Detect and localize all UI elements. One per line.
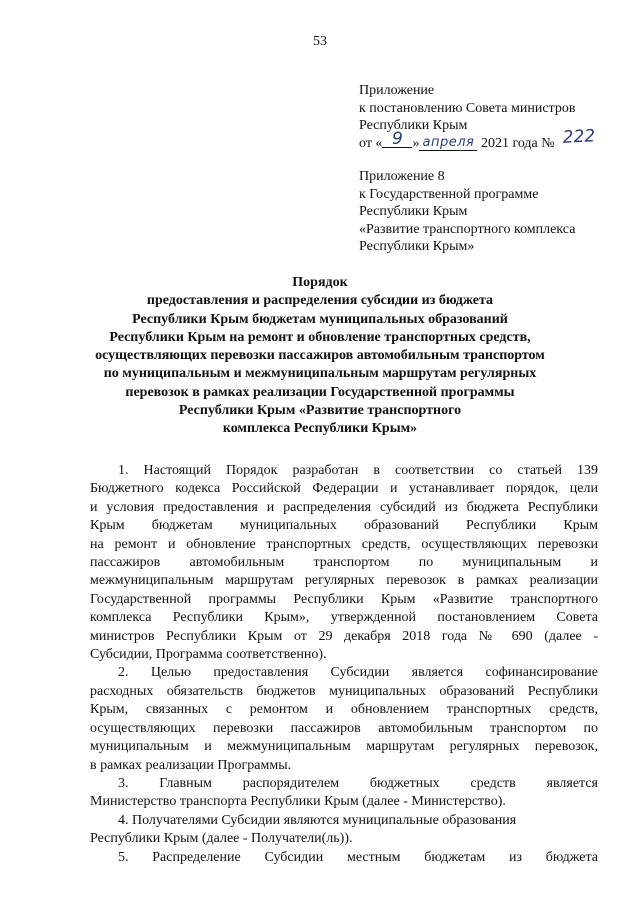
- handwritten-decree-number: 222: [562, 125, 596, 148]
- body-line: Крым, связанных с ремонтом и обновлением транспортных средств,: [90, 702, 598, 718]
- body-line: Бюджетного кодекса Российской Федерации и устанавливает порядок, цели: [90, 481, 598, 497]
- body-line: пассажиров автомобильным транспортом по муниципальным и: [90, 555, 598, 571]
- body-line: 4. Получателями Субсидии являются муниципальные образования: [118, 812, 517, 828]
- body-line: 5. Распределение Субсидии местным бюджетам из бюджета: [118, 849, 598, 865]
- title-line: осуществляющих перевозки пассажиров автомобильным транспортом: [95, 348, 545, 364]
- title-line: Порядок: [292, 275, 348, 290]
- appendix-line: Республики Крым: [359, 204, 468, 219]
- body-line: 2. Целью предоставления Субсидии является софинансирование: [118, 665, 598, 681]
- body-line: в рамках реализации Программы.: [90, 757, 292, 773]
- title-line: комплекса Республики Крым»: [222, 421, 418, 437]
- date-prefix: от «: [359, 135, 383, 151]
- page-number: 53: [313, 34, 327, 49]
- document-title: [60, 274, 580, 439]
- body-line: Субсидии, Программа соответственно).: [90, 647, 327, 663]
- body-line: министров Республики Крым от 29 декабря 2018 года № 690 (далее -: [90, 628, 598, 644]
- body-line: расходных обязательств бюджетов муниципальных образований Республики: [90, 683, 598, 699]
- title-line: Республики Крым на ремонт и обновление транспортных средств,: [109, 329, 531, 345]
- body-line: осуществляющих перевозки пассажиров автомобильным транспортом по: [90, 720, 598, 736]
- body-line: межмуниципальным маршрутам регулярных перевозок в рамках реализации: [90, 573, 598, 589]
- appendix-line: к Государственной программе: [359, 186, 539, 202]
- appendix-reference-program: [359, 168, 575, 256]
- title-line: Республики Крым бюджетам муниципальных образований: [132, 311, 508, 327]
- appendix-line: к постановлению Совета министров: [359, 100, 576, 116]
- body-line: на ремонт и обновление транспортных средств, осуществляющих перевозки: [90, 536, 598, 552]
- title-line: по муниципальным и межмуниципальным маршрутам регулярных: [103, 366, 537, 382]
- date-year: 2021 года №: [480, 135, 555, 151]
- document-body: [90, 462, 598, 867]
- appendix-line: Приложение: [359, 83, 435, 98]
- appendix-line: Республики Крым: [359, 118, 468, 133]
- body-line: Государственной программы Республики Крым «Развитие транспортного: [90, 591, 598, 607]
- body-line: 3. Главным распорядителем бюджетных средств является: [118, 775, 598, 791]
- title-line: предоставления и распределения субсидии из бюджета: [146, 293, 494, 309]
- handwritten-month: апреля: [419, 135, 477, 151]
- handwritten-day: 9: [382, 132, 412, 148]
- body-line: Министерство транспорта Республики Крым (далее - Министерство).: [90, 794, 506, 810]
- body-line: 1. Настоящий Порядок разработан в соответствии со статьей 139: [118, 463, 598, 478]
- appendix-line: Приложение 8: [359, 169, 445, 184]
- body-line: и условия предоставления и распределения субсидий из бюджета Республики: [90, 499, 598, 515]
- title-line: Республики Крым «Развитие транспортного: [178, 403, 462, 419]
- appendix-line: Республики Крым»: [359, 239, 475, 254]
- body-line: муниципальным и межмуниципальным маршрутам регулярных перевозок,: [90, 739, 598, 755]
- body-line: Республики Крым (далее - Получатели(ль)).: [90, 831, 353, 847]
- date-mid: »: [412, 135, 420, 151]
- body-line: комплекса Республики Крым», утвержденной постановлением Совета: [90, 610, 598, 626]
- appendix-line: «Развитие транспортного комплекса: [359, 221, 576, 237]
- body-line: Крым бюджетам муниципальных образований Республики Крым: [90, 518, 598, 534]
- title-line: перевозок в рамках реализации Государственной программы: [125, 384, 515, 400]
- appendix-reference-decree: [359, 82, 600, 152]
